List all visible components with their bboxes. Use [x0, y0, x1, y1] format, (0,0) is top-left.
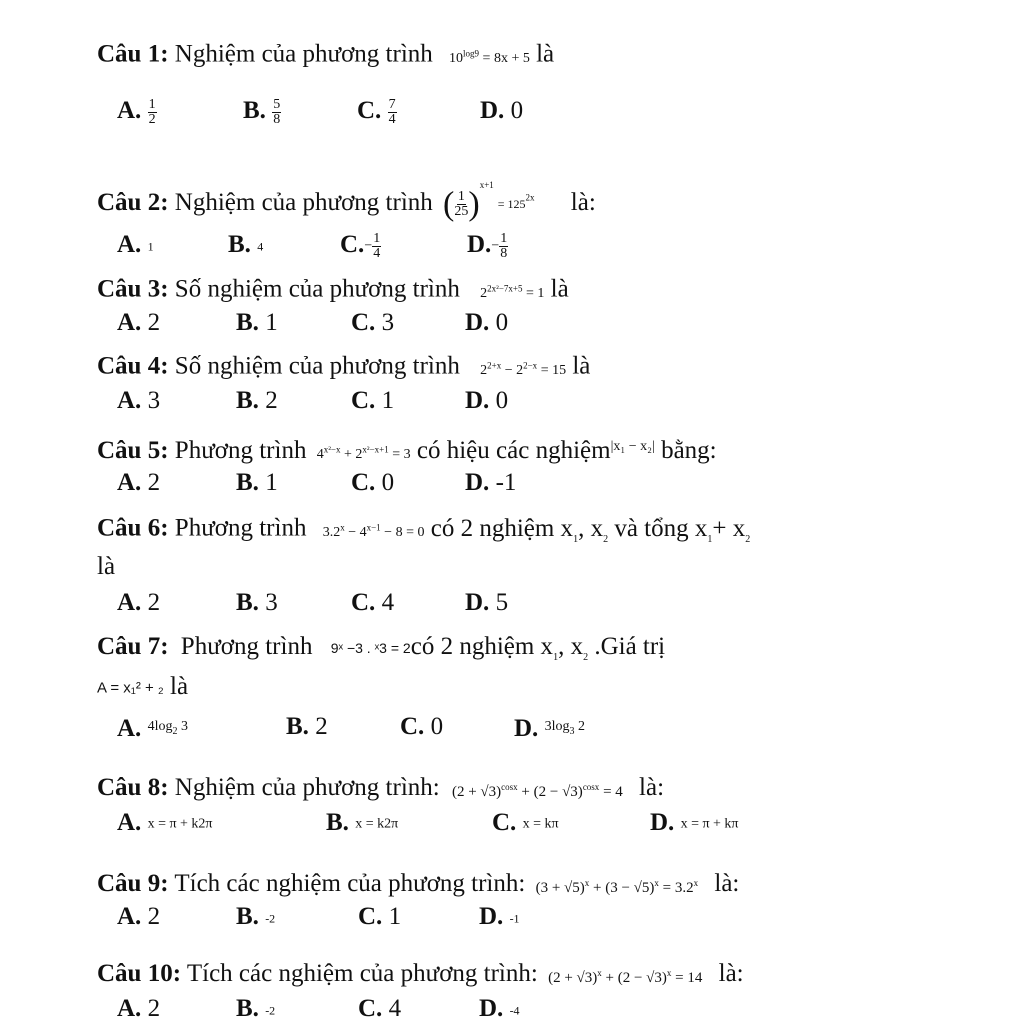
option-a: A. x = π + k2π [117, 809, 213, 836]
question-label: Câu 1: [97, 40, 169, 68]
question-label: Câu 2: [97, 189, 169, 216]
question-tail: là: [639, 774, 665, 802]
question-tail: là [550, 275, 569, 303]
question-label: Câu 7: [97, 633, 169, 660]
equation: A = x₁² + ₂ [97, 679, 164, 697]
equation: 9ˣ −3 . ˣ3 = 2 [330, 640, 411, 657]
option-d: D. 0 [480, 97, 524, 124]
question-6-line-2: là [97, 553, 116, 580]
option-c: C. x = kπ [492, 809, 559, 836]
question-tail: là: [570, 189, 596, 216]
fraction: $\frac{1}{4}$ [373, 230, 381, 261]
fraction: $\frac{7}{4}$ [388, 96, 396, 127]
option-a: A. 2 [117, 995, 161, 1022]
question-text: Phương trình [180, 633, 313, 660]
equation: $3.2^x - 4^{x-1} - 8 = 0$ [322, 522, 425, 540]
option-c: C. 0 [400, 713, 444, 740]
option-d: D. -4 [479, 995, 520, 1022]
option-c: C. 4 [358, 995, 402, 1022]
question-7-line-2: A = x₁² + ₂ là [97, 673, 189, 700]
question-label: Câu 4: [97, 352, 169, 380]
equation: ( $\frac{1}{25}$ )$^{x+1}= 125^{2x}$ [443, 180, 535, 223]
option-c: C. 1 [351, 387, 395, 414]
option-a: A. 3 [117, 387, 161, 414]
option-a: A. $\frac{1}{2}$ [117, 96, 156, 127]
option-b: B. -2 [236, 903, 276, 930]
option-c: C. $\frac{7}{4}$ [357, 96, 396, 127]
option-c: C. 1 [358, 903, 402, 930]
option-d: D. 0 [465, 309, 509, 336]
option-a: A. 2 [117, 469, 161, 496]
question-label: Câu 6: [97, 514, 169, 542]
question-text: Số nghiệm của phương trình [174, 352, 460, 380]
question-label: Câu 10: [97, 960, 182, 988]
option-d: D. 5 [465, 589, 509, 616]
option-b: B. 1 [236, 469, 278, 496]
question-text: Tích các nghiệm của phương trình: [186, 960, 538, 988]
option-a: A. 2 [117, 903, 161, 930]
question-6 [97, 512, 750, 555]
question-5 [97, 432, 717, 470]
question-label: Câu 5: [97, 437, 169, 464]
option-b: B. $\frac{5}{8}$ [243, 96, 281, 127]
option-a: A. $^{4log_2 3}$ [117, 715, 188, 742]
equation: $2^{2+x} - 2^{2-x} = 15$ [480, 360, 567, 378]
question-9 [97, 868, 739, 903]
option-a: A. 2 [117, 309, 161, 336]
question-4 [97, 350, 590, 386]
option-b: B. 1 [236, 309, 278, 336]
question-text: Nghiệm của phương trình: [174, 774, 440, 802]
option-c: C. 4 [351, 589, 395, 616]
question-8 [97, 772, 664, 807]
question-tail: là: [718, 960, 744, 988]
question-text: Phương trình [174, 437, 307, 464]
question-tail: là [572, 352, 591, 380]
option-b: B. 2 [236, 387, 278, 414]
option-d: D.− $\frac{1}{8}$ [467, 230, 508, 261]
question-text-2: có 2 nghiệm $x_1$, $x_2$ và tổng $x_1+ x_2$ [430, 514, 751, 545]
option-d: D. -1 [479, 903, 520, 930]
option-b: B. -2 [236, 995, 276, 1022]
option-a: A. 2 [117, 589, 161, 616]
option-c: C. 3 [351, 309, 395, 336]
question-text: Nghiệm của phương trình [174, 189, 433, 216]
question-text-2: có hiệu các nghiệm [416, 437, 611, 464]
option-d: D. $^{3log_3 2}$ [514, 715, 585, 742]
equation: $10^{log9} = 8x + 5$ [449, 48, 530, 66]
option-c: C.− $\frac{1}{4}$ [340, 230, 381, 261]
question-text: Phương trình [174, 514, 307, 542]
question-3 [97, 273, 569, 309]
fraction: $\frac{1}{2}$ [148, 96, 156, 127]
option-d: D. 0 [465, 387, 509, 414]
question-2 [97, 170, 596, 223]
option-a: A. 1 [117, 231, 154, 258]
option-c: C. 0 [351, 469, 395, 496]
question-tail: bằng: [661, 437, 717, 464]
question-text: Tích các nghiệm của phương trình: [174, 870, 526, 898]
option-d: D. -1 [465, 469, 517, 496]
question-text-2: có 2 nghiệm $x_1$, $x_2$ .Giá trị [410, 633, 666, 663]
question-tail: là: [714, 870, 740, 898]
equation: $2^{2x^2-7x+5} = 1$ [480, 283, 545, 301]
fraction: $\frac{5}{8}$ [273, 96, 281, 127]
question-text: Số nghiệm của phương trình [174, 275, 460, 303]
equation: $(2 + √3)^{cosx} + (2 - √3)^{cosx} = 4$ [451, 782, 623, 800]
option-b: B. 2 [286, 713, 328, 740]
option-b: B. 4 [228, 231, 264, 258]
equation: $4^{x^2-x} + 2^{x^2-x+1} = 3$ [316, 444, 411, 463]
question-tail: là [536, 40, 555, 68]
question-10 [97, 958, 744, 993]
fraction: $\frac{1}{8}$ [500, 230, 508, 261]
question-label: Câu 3: [97, 275, 169, 303]
abs-expression: |x₁ − x₂| [610, 439, 655, 454]
question-7 [97, 632, 665, 673]
equation: $(2 + √3)^x + (2 - √3)^x = 14$ [548, 968, 703, 986]
question-label: Câu 8: [97, 774, 169, 802]
question-label: Câu 9: [97, 870, 169, 898]
option-d: D. x = π + kπ [650, 809, 739, 836]
question-1 [97, 38, 554, 74]
equation: $(3 + √5)^x + (3 - √5)^x = 3.2^x$ [535, 878, 699, 896]
option-b: B. x = k2π [326, 809, 399, 836]
option-b: B. 3 [236, 589, 278, 616]
question-text: Nghiệm của phương trình [174, 40, 433, 68]
